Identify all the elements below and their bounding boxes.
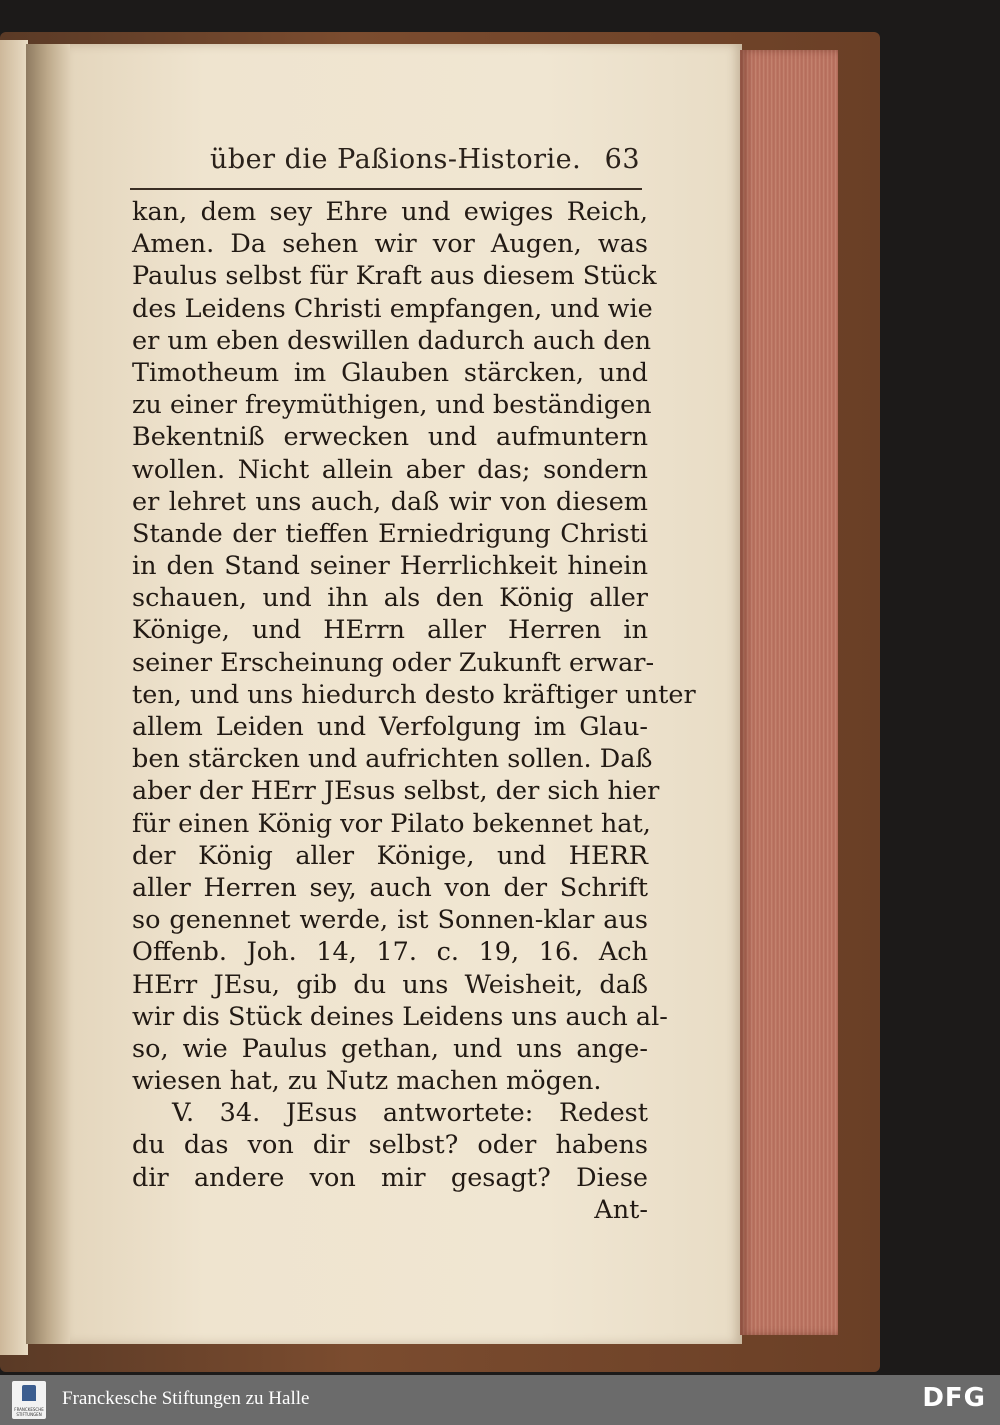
text-line: kan, dem sey Ehre und ewiges Reich,: [132, 197, 648, 227]
text-line: wir dis Stück deines Leidens uns auch al-: [132, 1001, 668, 1032]
text-line: für einen König vor Pilato bekennet hat,: [132, 808, 651, 839]
text-line: ben stärcken und aufrichten sollen. Daß: [132, 744, 653, 775]
institution-name[interactable]: Franckesche Stiftungen zu Halle: [62, 1388, 310, 1409]
text-line: zu einer freymüthigen, und beständigen: [132, 390, 652, 421]
page-gutter: [26, 44, 74, 1344]
text-line: ten, und uns hiedurch desto kräftiger unter: [132, 679, 696, 710]
text-line: in den Stand seiner Herrlichkeit hinein: [132, 551, 648, 582]
text-line: der König aller Könige, und HERR: [132, 840, 648, 871]
text-line: so, wie Paulus gethan, und uns ange-: [132, 1033, 648, 1064]
dfg-logo[interactable]: DFG: [922, 1383, 986, 1413]
text-line: Amen. Da sehen wir vor Augen, was: [132, 229, 648, 260]
text-line: Paulus selbst für Kraft aus diesem Stück: [132, 261, 657, 292]
text-line: aber der HErr JEsus selbst, der sich hier: [132, 776, 660, 807]
text-line: dir andere von mir gesagt? Diese: [132, 1162, 648, 1193]
text-line: seiner Erscheinung oder Zukunft erwar-: [132, 647, 655, 678]
text-line: schauen, und ihn als den König aller: [132, 583, 648, 614]
footer-bar: [0, 1375, 1000, 1425]
text-line: allem Leiden und Verfolgung im Glau-: [132, 712, 648, 742]
text-line: wollen. Nicht allein aber das; sondern: [132, 454, 648, 485]
left-page-edge: [0, 40, 28, 1355]
running-head: [210, 144, 650, 184]
page-number: 63: [604, 144, 640, 175]
text-line: Könige, und HErrn aller Herren in: [132, 615, 648, 646]
text-line: du das von dir selbst? oder habens: [132, 1130, 648, 1161]
verse-line: V. 34. JEsus antwortete: Redest: [172, 1098, 648, 1129]
text-line: er um eben deswillen dadurch auch den: [132, 325, 652, 356]
text-line: Offenb. Joh. 14, 17. c. 19, 16. Ach: [132, 937, 648, 968]
text-line: des Leidens Christi empfangen, und wie: [132, 293, 653, 324]
text-line: Bekentniß erwecken und aufmuntern: [132, 422, 648, 453]
text-line: er lehret uns auch, daß wir von diesem: [132, 486, 648, 517]
page-fore-edge: [740, 50, 838, 1335]
text-block: [132, 196, 696, 1226]
head-rule: [130, 188, 642, 190]
text-line: aller Herren sey, auch von der Schrift: [132, 872, 648, 903]
text-line: so genennet werde, ist Sonnen-klar aus: [132, 905, 648, 936]
building-icon: [22, 1385, 36, 1401]
book-page: [70, 44, 742, 1344]
text-line: wiesen hat, zu Nutz machen mögen.: [132, 1066, 602, 1097]
catchword: Ant-: [594, 1194, 648, 1225]
institution-logo[interactable]: [12, 1381, 46, 1419]
text-line: Timotheum im Glauben stärcken, und: [132, 357, 648, 388]
text-line: Stande der tieffen Erniedrigung Christi: [132, 518, 648, 549]
logo-text: FRANCKESCHE STIFTUNGEN: [14, 1407, 44, 1417]
running-title: über die Paßions-Historie.: [210, 144, 582, 175]
text-line: HErr JEsu, gib du uns Weisheit, daß: [132, 969, 648, 1000]
